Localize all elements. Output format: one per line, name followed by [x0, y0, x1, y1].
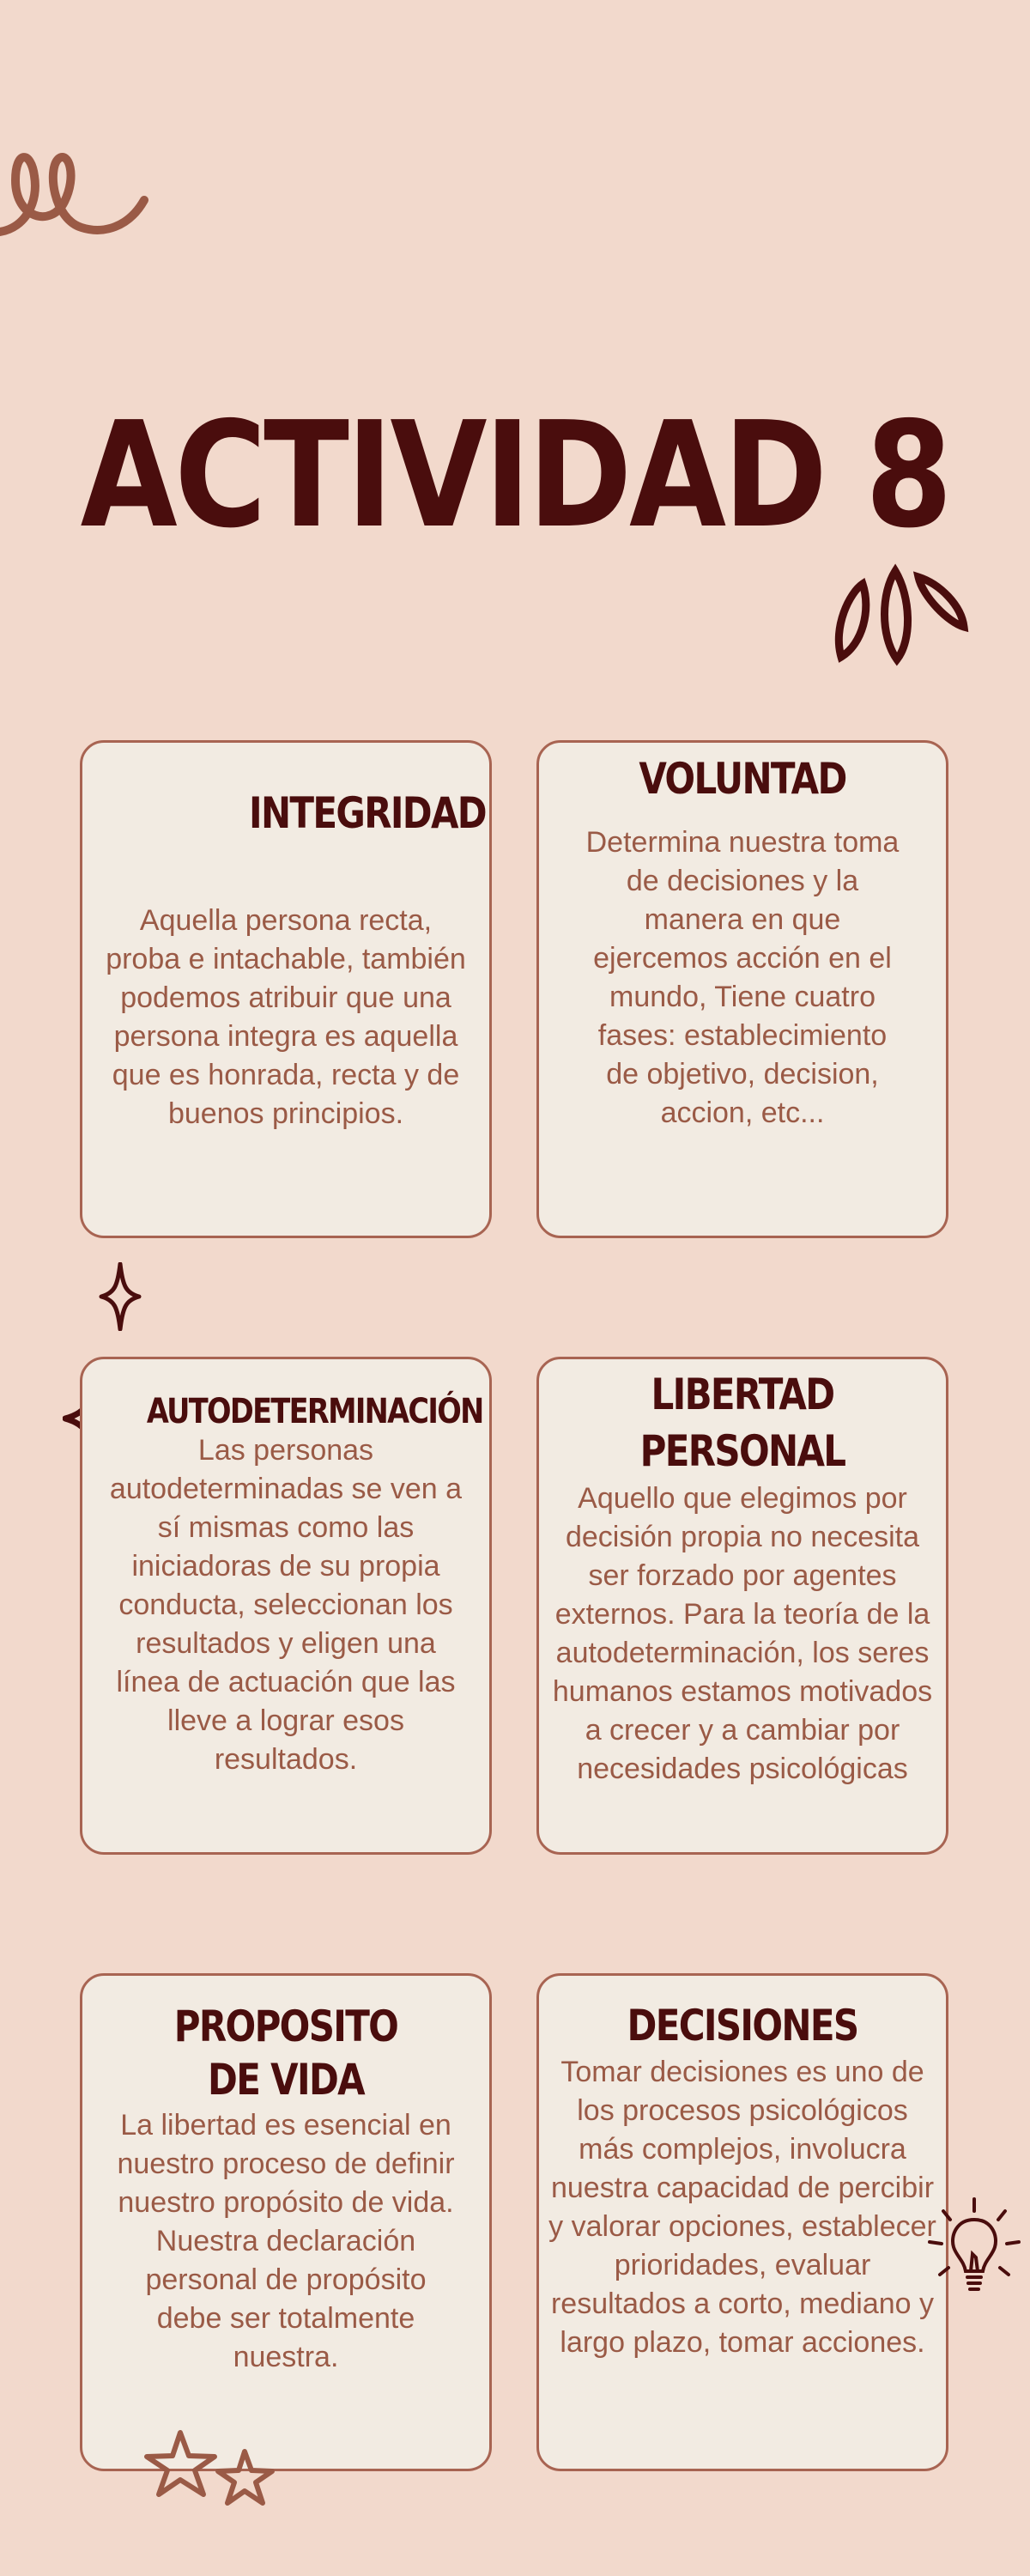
- sparkle-icon: [99, 1262, 142, 1331]
- card-voluntad: [536, 740, 948, 1238]
- card-heading: PROPOSITO DE VIDA: [173, 2002, 398, 2105]
- card-autodeterminacion: [80, 1357, 492, 1855]
- card-proposito-de-vida: [80, 1973, 492, 2471]
- card-body: Las personas autodeterminadas se ven a sí mismas como las iniciadoras de su propia conducta, seleccionan los resultados y eligen una línea de actuación que las lleve a lograr esos resultados.: [109, 1434, 463, 1776]
- card-body: Determina nuestra toma de decisiones y la manera en que ejercemos acción en el mundo, Tiene cuatro fases: establecimiento de objetivo, decision, accion, etc...: [585, 825, 900, 1129]
- loop-scribble-icon: [0, 99, 154, 253]
- card-heading: VOLUNTAD: [639, 754, 846, 804]
- card-heading: DECISIONES: [627, 2001, 858, 2050]
- card-heading: INTEGRIDAD: [249, 788, 486, 838]
- three-petal-doodle-icon: [828, 558, 974, 670]
- card-body: La libertad es esencial en nuestro proceso de definir nuestro propósito de vida. Nuestra declaración personal de propósito debe ser totalmente nuestra.: [117, 2109, 455, 2373]
- card-heading: AUTODETERMINACIÓN: [146, 1392, 483, 1431]
- card-body: Aquella persona recta, proba e intachable, también podemos atribuir que una persona integra es aquella que es honrada, recta y de buenos principios.: [106, 904, 466, 1130]
- card-heading: LIBERTAD PERSONAL: [639, 1370, 845, 1476]
- page-title: ACTIVIDAD 8: [80, 391, 950, 561]
- lightbulb-icon: [923, 2194, 1026, 2314]
- star-doodle-icon: [142, 2426, 292, 2520]
- card-body: Tomar decisiones es uno de los procesos psicológicos más complejos, involucra nuestra capacidad de percibir y valorar opciones, establecer prioridades, evaluar resultados a corto, mediano y largo plazo, tomar acciones.: [548, 2055, 936, 2359]
- card-libertad-personal: [536, 1357, 948, 1855]
- card-integridad: [80, 740, 492, 1238]
- card-body: Aquello que elegimos por decisión propia no necesita ser forzado por agentes externos. Para la teoría de la autodeterminación, los seres humanos estamos motivados a crecer y a cambiar por necesidades psicológicas: [552, 1482, 933, 1785]
- card-decisiones: [536, 1973, 948, 2471]
